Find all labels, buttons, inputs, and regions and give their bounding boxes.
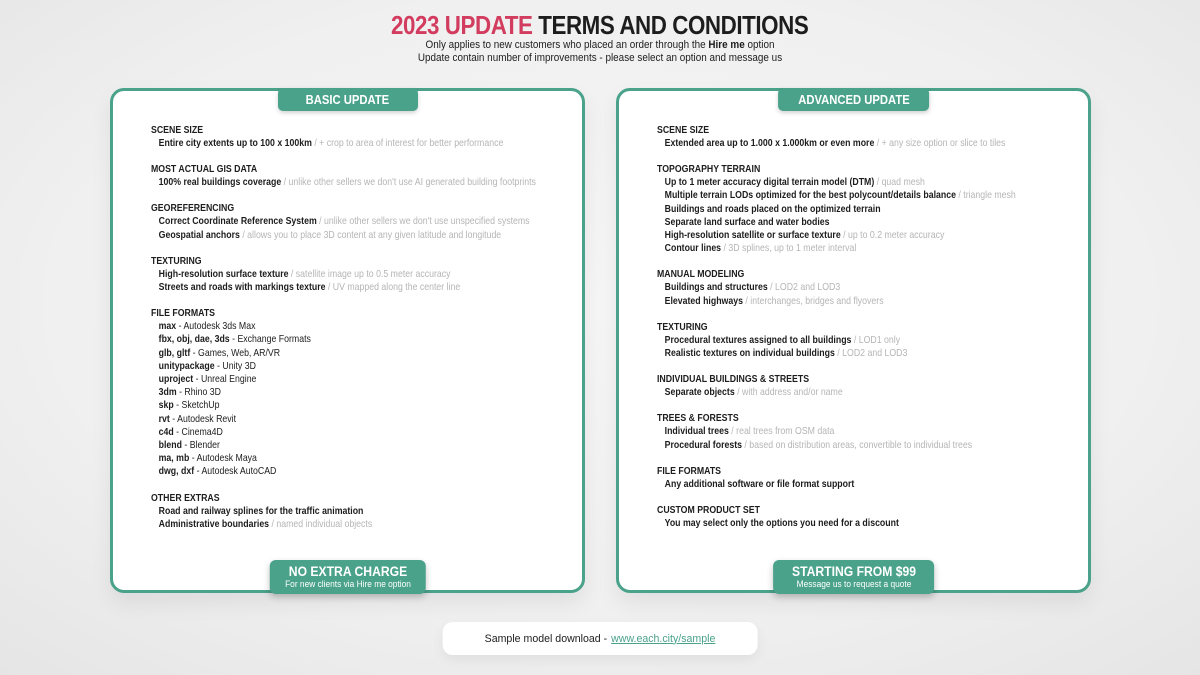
feature-section [657, 465, 1072, 491]
feature-item: rvt - Autodesk Revit [158, 413, 237, 425]
feature-item: glb, gltf - Games, Web, AR/VR [158, 347, 281, 359]
feature-item: High-resolution surface texture / satellite image up to 0.5 meter accuracy [158, 268, 451, 280]
feature-item: Procedural textures assigned to all buildings / LOD1 only [664, 334, 901, 346]
feature-section [657, 321, 1072, 360]
feature-section [657, 163, 1072, 255]
basic-price-badge [269, 560, 426, 594]
feature-item: 3dm - Rhino 3D [158, 387, 221, 399]
feature-item: blend - Blender [158, 440, 220, 452]
sample-download-link[interactable]: www.each.city/sample [611, 632, 716, 645]
advanced-price-title: STARTING FROM $99 [791, 564, 916, 579]
page-title [391, 11, 808, 39]
section-title: MOST ACTUAL GIS DATA [151, 164, 258, 176]
feature-item: Geospatial anchors / allows you to place 3D content at any given latitude and longitude [158, 229, 502, 241]
feature-section [657, 412, 1072, 451]
feature-item: High-resolution satellite or surface texture / up to 0.2 meter accuracy [664, 230, 945, 242]
feature-item: Entire city extents up to 100 x 100km / + crop to area of interest for better performance [158, 138, 504, 149]
feature-item: Multiple terrain LODs optimized for the best polycount/details balance / triangle mesh [664, 190, 1016, 202]
sample-download-pill [443, 622, 758, 655]
sample-download-label: Sample model download - [484, 632, 608, 645]
feature-section [151, 163, 566, 189]
subtitle-line1-post: option [744, 39, 775, 51]
feature-item: Road and railway splines for the traffic animation [158, 505, 364, 517]
section-title: SCENE SIZE [151, 125, 204, 136]
feature-item: skp - SketchUp [158, 400, 220, 412]
feature-item: Separate objects / with address and/or name [664, 387, 843, 399]
feature-item: unitypackage - Unity 3D [158, 360, 256, 372]
basic-price-subtitle: For new clients via Hire me option [284, 579, 411, 589]
section-title: TEXTURING [151, 255, 202, 267]
advanced-price-badge [773, 560, 935, 594]
feature-item: Procedural forests / based on distribution areas, convertible to individual trees [664, 439, 973, 451]
section-title: FILE FORMATS [657, 465, 722, 477]
feature-item: You may select only the options you need for a discount [664, 518, 899, 530]
feature-item: Contour lines / 3D splines, up to 1 meter interval [664, 243, 857, 255]
feature-item: Individual trees / real trees from OSM data [664, 426, 835, 438]
section-title: GEOREFERENCING [151, 203, 235, 215]
section-title: TEXTURING [657, 321, 708, 333]
advanced-update-content [619, 91, 1088, 590]
basic-price-title: NO EXTRA CHARGE [288, 564, 407, 579]
feature-item: Separate land surface and water bodies [664, 216, 830, 228]
title-rest: TERMS AND CONDITIONS [532, 10, 809, 40]
section-title: SCENE SIZE [657, 125, 710, 136]
section-title: OTHER EXTRAS [151, 492, 220, 504]
feature-item: 100% real buildings coverage / unlike other sellers we don't use AI generated building footprints [158, 177, 536, 189]
feature-item: Buildings and structures / LOD2 and LOD3 [664, 282, 841, 294]
feature-item: Any additional software or file format support [664, 478, 855, 490]
feature-item: dwg, dxf - Autodesk AutoCAD [158, 466, 277, 478]
section-title: TOPOGRAPHY TERRAIN [657, 164, 761, 176]
feature-item: ma, mb - Autodesk Maya [158, 453, 257, 465]
feature-section [657, 373, 1072, 399]
advanced-update-panel [616, 88, 1091, 593]
subtitle-line1-pre: Only applies to new customers who placed an order through the [425, 39, 709, 51]
basic-update-badge-label: BASIC UPDATE [305, 92, 390, 107]
subtitle-line-1 [60, 39, 1140, 52]
feature-item: Extended area up to 1.000 x 1.000km or even more / + any size option or slice to tiles [664, 138, 1006, 149]
advanced-update-badge-label: ADVANCED UPDATE [797, 92, 910, 107]
feature-item: Administrative boundaries / named individual objects [158, 518, 373, 530]
feature-item: uproject - Unreal Engine [158, 374, 257, 386]
section-title: CUSTOM PRODUCT SET [657, 505, 760, 517]
subtitle-hire-me: Hire me [708, 39, 745, 51]
feature-item: Elevated highways / interchanges, bridges and flyovers [664, 295, 884, 307]
feature-section [657, 504, 1072, 530]
basic-update-panel [110, 88, 585, 593]
feature-item: Up to 1 meter accuracy digital terrain model (DTM) / quad mesh [664, 177, 925, 189]
subtitle-line-2: Update contain number of improvements - please select an option and message us [417, 52, 783, 64]
feature-section [151, 492, 566, 531]
feature-item: Streets and roads with markings texture / UV mapped along the center line [158, 282, 461, 294]
feature-section [151, 124, 566, 150]
section-title: TREES & FORESTS [657, 413, 739, 425]
feature-section [657, 124, 1072, 150]
page-header [0, 11, 1200, 65]
feature-item: Buildings and roads placed on the optimized terrain [664, 203, 881, 215]
feature-section [657, 268, 1072, 307]
basic-update-content [113, 91, 582, 590]
feature-item: c4d - Cinema4D [158, 426, 223, 438]
title-year-highlight: 2023 UPDATE [391, 10, 533, 40]
feature-section [151, 255, 566, 294]
section-title: MANUAL MODELING [657, 269, 745, 281]
feature-section [151, 307, 566, 478]
section-title: INDIVIDUAL BUILDINGS & STREETS [657, 374, 810, 386]
feature-item: Realistic textures on individual buildings / LOD2 and LOD3 [664, 348, 908, 360]
feature-item: fbx, obj, dae, 3ds - Exchange Formats [158, 334, 311, 346]
advanced-price-subtitle: Message us to request a quote [796, 579, 911, 589]
feature-section [151, 202, 566, 241]
section-title: FILE FORMATS [151, 308, 216, 320]
feature-item: max - Autodesk 3ds Max [158, 321, 256, 333]
feature-item: Correct Coordinate Reference System / unlike other sellers we don't use unspecified systems [158, 216, 530, 228]
